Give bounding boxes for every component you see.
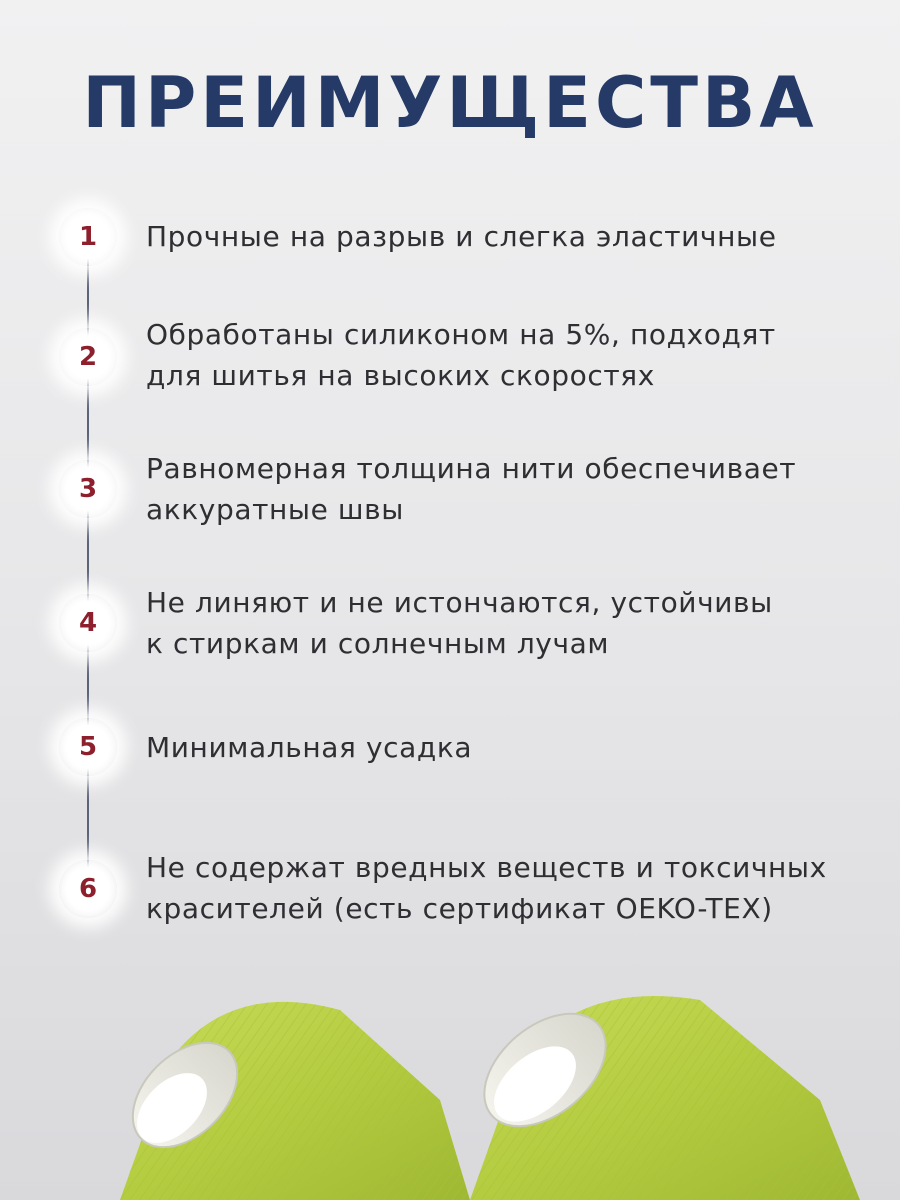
number-badge (59, 718, 117, 776)
number-badge (59, 460, 117, 518)
spool-left (113, 1002, 470, 1200)
page-title: ПРЕИМУЩЕСТВА (82, 62, 818, 144)
item-text: Минимальная усадка (146, 731, 473, 764)
item-number: 3 (78, 474, 98, 504)
item-number: 5 (78, 732, 98, 762)
number-badge (59, 328, 117, 386)
number-badge (59, 594, 117, 652)
thread-spools-image (0, 980, 900, 1200)
advantage-item-1 (0, 206, 900, 306)
item-number: 4 (78, 608, 98, 638)
item-number: 2 (78, 342, 98, 372)
item-number: 6 (78, 874, 98, 904)
item-text: Прочные на разрыв и слегка эластичные (146, 220, 777, 253)
item-text: Не содержат вредных веществ и токсичных красителей (есть сертификат OEKO-TEX) (146, 851, 827, 925)
advantage-item-3 (0, 452, 900, 560)
item-text: Равномерная толщина нити обеспечивает аккуратные швы (146, 452, 797, 526)
advantage-item-5 (0, 718, 900, 818)
item-text: Не линяют и не истончаются, устойчивы к стиркам и солнечным лучам (146, 586, 773, 660)
advantage-item-4 (0, 586, 900, 694)
number-badge (59, 208, 117, 266)
spool-right (463, 991, 860, 1200)
advantage-item-2 (0, 318, 900, 428)
number-badge (59, 860, 117, 918)
item-text: Обработаны силиконом на 5%, подходят для шитья на высоких скоростях (146, 318, 776, 392)
advantage-item-6 (0, 851, 900, 960)
item-number: 1 (78, 222, 98, 252)
